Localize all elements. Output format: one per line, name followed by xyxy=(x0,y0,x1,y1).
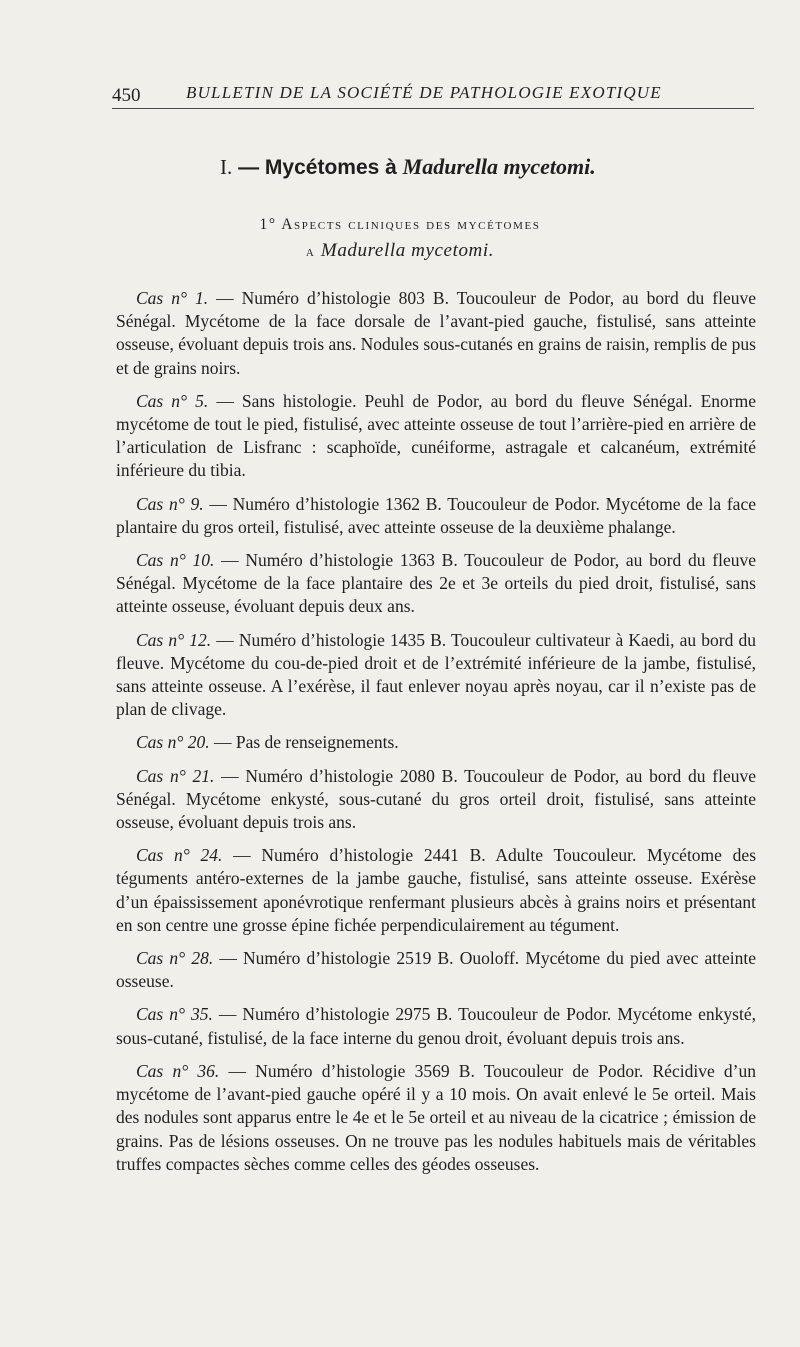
case-label: Cas n° 35. xyxy=(136,1004,213,1025)
case-label: Cas n° 28. xyxy=(136,948,214,969)
case-paragraph xyxy=(116,287,756,380)
case-text: — Numéro d’histologie 2441 B. Adulte Toucouleur. Mycétome des téguments antéro-externes de la jambe gauche, fistulisé, sans atteinte osseuse. Exérèse d’un épaississement aponévrotique renfermant plusieurs abcès à grains noirs et présentant en son centre une grosse épine fichée perpendiculairement au tégument. xyxy=(116,845,757,935)
journal-title: BULLETIN DE LA SOCIÉTÉ DE PATHOLOGIE EXOTIQUE xyxy=(186,83,662,102)
case-text: — Numéro d’histologie 2975 B. Toucouleur de Podor. Mycétome enkysté, sous-cutané, fistulisé, de la face interne du genou droit, évoluant depuis trois ans. xyxy=(116,1004,756,1048)
case-text: — Numéro d’histologie 1435 B. Toucouleur cultivateur à Kaedi, au bord du fleuve. Mycétome du cou-de-pied droit et de l’extrémité inférieure de la jambe, fistulisé, sans atteinte osseuse. A l’exérèse, il faut enlever noyau après noyau, car il n’existe pas de plan de clivage. xyxy=(116,629,756,720)
section-number: I. xyxy=(220,155,233,179)
case-label: Cas n° 21. xyxy=(136,765,215,786)
case-label: Cas n° 5. xyxy=(136,390,209,411)
case-text: — Numéro d’histologie 1362 B. Toucouleur de Podor. Mycétome de la face plantaire du gros orteil, fistulisé, avec atteinte osseuse de la deuxième phalange. xyxy=(116,493,756,537)
section-title-prefix: Mycétomes à xyxy=(264,156,403,179)
case-text: — Pas de renseignements. xyxy=(209,732,399,753)
case-text: — Numéro d’histologie 803 B. Toucouleur de Podor, au bord du fleuve Sénégal. Mycétome de la face dorsale de l’avant-pied gauche, fistulisé, sans atteinte osseuse, évoluant depuis trois ans. Nodules sous-cutanés en grains de raisin, remplis de pus et de grains noirs. xyxy=(116,288,756,378)
case-list xyxy=(116,287,756,1186)
page-number: 450 xyxy=(112,85,141,106)
case-text: — Numéro d’histologie 2519 B. Ouoloff. Mycétome du pied avec atteinte osseuse. xyxy=(116,948,757,992)
case-paragraph xyxy=(116,1060,756,1176)
subsection-heading-line2 xyxy=(0,240,800,262)
case-text: — Sans histologie. Peuhl de Podor, au bord du fleuve Sénégal. Enorme mycétome de tout le pied, fistulisé, avec atteinte osseuse de tout l’arrière-pied en arrière de l’articulation de Lisfranc : scaphoïde, cunéiforme, astragale et calcanéum, extrémité inférieure du tibia. xyxy=(116,390,756,481)
running-header xyxy=(112,80,754,110)
case-paragraph xyxy=(116,390,756,483)
case-label: Cas n° 12. xyxy=(136,629,212,650)
case-label: Cas n° 24. xyxy=(136,845,223,866)
subsection-line2-taxon: Madurella mycetomi. xyxy=(320,240,495,261)
case-label: Cas n° 9. xyxy=(136,493,204,514)
subsection-heading-line1 xyxy=(0,216,800,234)
section-taxon: Madurella mycetomi. xyxy=(402,154,596,179)
case-label: Cas n° 1. xyxy=(136,288,209,308)
case-paragraph xyxy=(116,844,756,937)
case-paragraph xyxy=(116,1003,756,1049)
subsection-line2-prefix: a xyxy=(305,243,316,260)
case-paragraph xyxy=(116,731,756,754)
case-paragraph xyxy=(116,765,756,835)
case-text: — Numéro d’histologie 3569 B. Toucouleur de Podor. Récidive d’un mycétome de l’avant-pied gauche opéré il y a 10 mois. On avait enlevé le 5e orteil. Mais des nodules sont apparus entre le 4e et le 5e orteil et au niveau de la cicatrice ; émission de grains. Pas de lésions osseuses. On ne trouve pas les nodules habituels mais de véritables truffes compactes sèches comme celles des géodes osseuses. xyxy=(116,1060,756,1174)
case-paragraph xyxy=(116,947,756,993)
section-title xyxy=(220,154,596,180)
case-paragraph xyxy=(116,493,756,539)
case-text: — Numéro d’histologie 2080 B. Toucouleur de Podor, au bord du fleuve Sénégal. Mycétome enkysté, sous-cutané du gros orteil droit, fistulisé, sans atteinte osseuse, évoluant depuis trois ans. xyxy=(116,765,756,833)
case-label: Cas n° 36. xyxy=(136,1060,220,1081)
case-label: Cas n° 10. xyxy=(136,550,215,571)
case-text: — Numéro d’histologie 1363 B. Toucouleur de Podor, au bord du fleuve Sénégal. Mycétome de la face plantaire des 2e et 3e orteils du pied droit, fistulisé, sans atteinte osseuse, évoluant depuis deux ans. xyxy=(116,550,756,617)
case-paragraph xyxy=(116,549,756,619)
section-dash: — xyxy=(232,156,265,179)
case-label: Cas n° 20. xyxy=(136,732,210,753)
header-rule xyxy=(112,108,754,109)
case-paragraph xyxy=(116,629,756,722)
subsection-line1-text: 1° Aspects cliniques des mycétomes xyxy=(259,216,541,233)
